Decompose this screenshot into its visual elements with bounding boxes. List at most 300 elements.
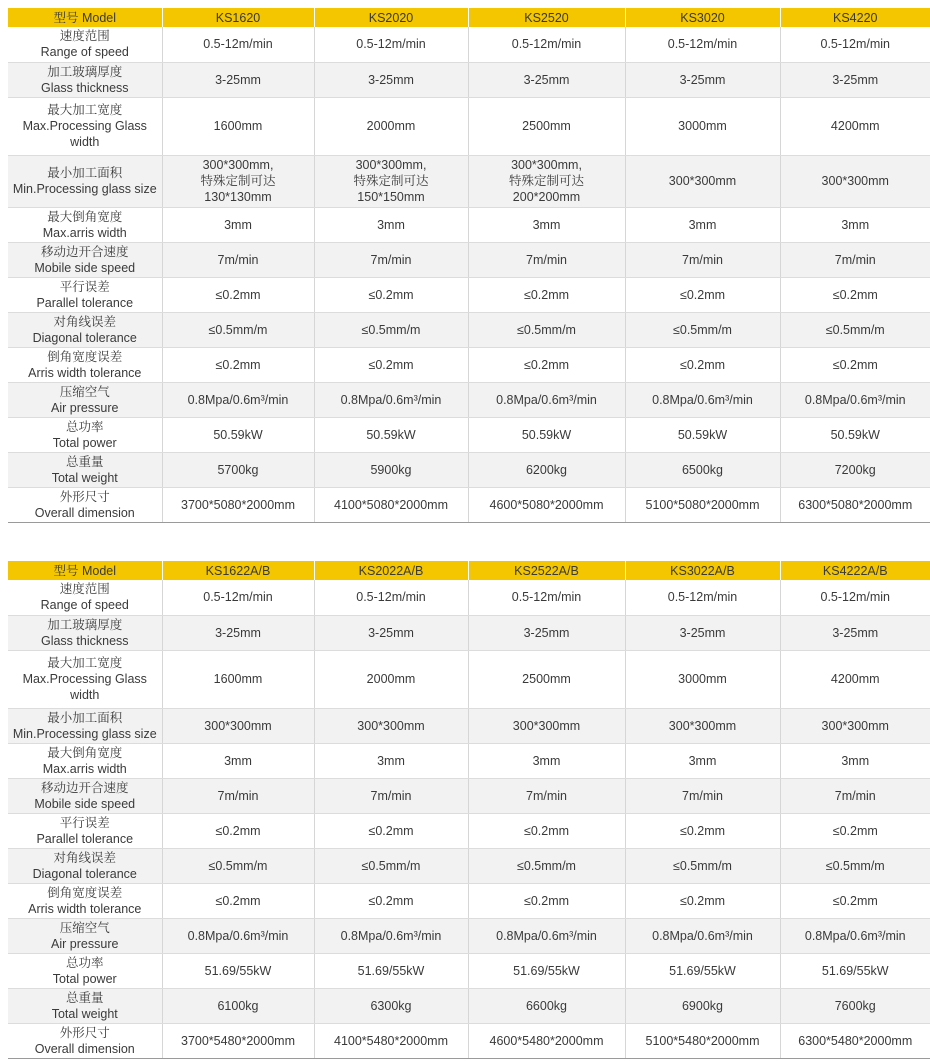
cell-value: 3mm <box>224 753 252 768</box>
value-cell <box>780 452 930 487</box>
cell-value: 7m/min <box>526 788 567 803</box>
row-label <box>8 97 162 155</box>
cell-value: ≤0.2mm <box>832 287 878 302</box>
value-cell <box>625 312 780 347</box>
value-cell <box>625 347 780 382</box>
value-cell <box>625 242 780 277</box>
value-cell <box>314 848 468 883</box>
value-cell <box>780 778 930 813</box>
model-name: KS2520 <box>468 8 625 27</box>
value-cell <box>468 347 625 382</box>
row-label-cn: 总功率 <box>65 419 104 434</box>
value-cell <box>162 417 314 452</box>
row-label-cn: 最小加工面积 <box>47 710 123 725</box>
value-cell <box>780 848 930 883</box>
model-name: KS4222A/B <box>780 561 930 580</box>
value-cell <box>314 708 468 743</box>
table-row <box>8 347 930 382</box>
value-cell <box>625 708 780 743</box>
value-cell <box>468 312 625 347</box>
value-cell <box>625 97 780 155</box>
table-row <box>8 778 930 813</box>
value-cell <box>780 242 930 277</box>
cell-value: 3-25mm <box>215 72 261 87</box>
value-cell <box>314 778 468 813</box>
table-row <box>8 417 930 452</box>
cell-value: ≤0.2mm <box>523 287 570 302</box>
cell-value: 0.5-12m/min <box>511 590 582 605</box>
cell-value: 300*300mm, 特殊定制可达 150*150mm <box>353 158 429 204</box>
value-cell <box>314 97 468 155</box>
row-label-cn: 平行误差 <box>59 279 110 294</box>
table-row <box>8 918 930 953</box>
cell-value: 3mm <box>532 753 561 768</box>
value-cell <box>314 242 468 277</box>
model-name: KS3022A/B <box>625 561 780 580</box>
value-cell <box>162 347 314 382</box>
cell-value: 3mm <box>532 217 561 232</box>
row-label-en: Max.arris width <box>42 225 127 240</box>
value-cell <box>780 277 930 312</box>
cell-value: 0.5-12m/min <box>203 590 273 605</box>
value-cell <box>780 883 930 918</box>
cell-value: 0.8Mpa/0.6m³/min <box>496 928 597 943</box>
value-cell <box>780 155 930 207</box>
table-row <box>8 207 930 242</box>
row-label-cn: 最小加工面积 <box>47 166 123 180</box>
row-label <box>8 615 162 650</box>
table-row <box>8 1023 930 1058</box>
value-cell <box>780 207 930 242</box>
cell-value: 4200mm <box>830 672 880 686</box>
value-cell <box>780 97 930 155</box>
row-label-en: Range of speed <box>40 598 129 613</box>
row-label <box>8 417 162 452</box>
cell-value: 0.8Mpa/0.6m³/min <box>187 928 289 943</box>
value-cell <box>468 487 625 522</box>
cell-value: 7m/min <box>370 252 412 267</box>
cell-value: ≤0.2mm <box>679 893 726 908</box>
value-cell <box>162 778 314 813</box>
cell-value: 51.69/55kW <box>821 963 889 978</box>
cell-value: ≤0.2mm <box>832 823 878 838</box>
row-label-en: Overall dimension <box>34 1041 135 1056</box>
value-cell <box>314 918 468 953</box>
cell-value: 3mm <box>688 217 717 232</box>
row-label-en: Min.Processing glass size <box>12 182 157 196</box>
table-header-row <box>8 561 930 580</box>
cell-value: 2000mm <box>366 672 416 686</box>
value-cell <box>625 988 780 1023</box>
table-row <box>8 615 930 650</box>
cell-value: 2500mm <box>522 672 571 686</box>
value-cell <box>468 650 625 708</box>
value-cell <box>468 452 625 487</box>
value-cell <box>625 615 780 650</box>
cell-value: ≤0.5mm/m <box>673 858 732 873</box>
value-cell <box>780 382 930 417</box>
cell-value: ≤0.5mm/m <box>673 322 732 337</box>
cell-value: 3mm <box>377 753 405 768</box>
value-cell <box>162 743 314 778</box>
value-cell <box>162 277 314 312</box>
table-header-row <box>8 8 930 27</box>
cell-value: 0.8Mpa/0.6m³/min <box>652 928 753 943</box>
row-label <box>8 242 162 277</box>
cell-value: 0.8Mpa/0.6m³/min <box>340 392 442 407</box>
value-cell <box>468 97 625 155</box>
value-cell <box>314 312 468 347</box>
row-label-en: Mobile side speed <box>34 260 136 275</box>
row-label-en: Parallel tolerance <box>36 295 134 310</box>
row-label-cn: 最大加工宽度 <box>47 656 123 670</box>
cell-value: ≤0.2mm <box>832 893 878 908</box>
value-cell <box>625 813 780 848</box>
value-cell <box>780 650 930 708</box>
row-label-cn: 最大加工宽度 <box>47 103 123 117</box>
row-label <box>8 813 162 848</box>
model-name: KS2020 <box>314 8 468 27</box>
row-label <box>8 743 162 778</box>
cell-value: 3-25mm <box>679 72 726 87</box>
cell-value: 0.5-12m/min <box>820 37 890 52</box>
value-cell <box>468 708 625 743</box>
row-label-en: Diagonal tolerance <box>32 866 137 881</box>
value-cell <box>625 953 780 988</box>
cell-value: 3-25mm <box>679 625 726 640</box>
cell-value: 0.8Mpa/0.6m³/min <box>804 392 906 407</box>
cell-value: 5100*5480*2000mm <box>645 1033 760 1048</box>
value-cell <box>162 883 314 918</box>
cell-value: 4100*5480*2000mm <box>334 1033 448 1048</box>
table-row <box>8 155 930 207</box>
table-row <box>8 242 930 277</box>
value-cell <box>468 27 625 62</box>
cell-value: ≤0.2mm <box>215 287 261 302</box>
value-cell <box>468 918 625 953</box>
spec-table-1 <box>8 8 930 523</box>
row-label-cn: 移动边开合速度 <box>40 780 129 795</box>
cell-value: ≤0.2mm <box>679 823 726 838</box>
cell-value: 300*300mm, 特殊定制可达 200*200mm <box>508 158 584 204</box>
table-row <box>8 813 930 848</box>
value-cell <box>314 953 468 988</box>
row-label <box>8 1023 162 1058</box>
cell-value: 300*300mm <box>204 718 272 733</box>
value-cell <box>314 382 468 417</box>
row-label-en: Total weight <box>51 470 118 485</box>
row-label-en: Max.Processing Glass width <box>22 672 147 702</box>
row-label-cn: 对角线误差 <box>53 850 116 865</box>
row-label-en: Total power <box>52 971 117 986</box>
cell-value: 3000mm <box>678 119 727 133</box>
cell-value: 3-25mm <box>832 72 879 87</box>
value-cell <box>314 207 468 242</box>
model-name: KS2022A/B <box>314 561 468 580</box>
row-label-en: Max.arris width <box>42 761 127 776</box>
value-cell <box>314 743 468 778</box>
value-cell <box>625 580 780 615</box>
table-row <box>8 487 930 522</box>
row-label <box>8 347 162 382</box>
row-label-en: Arris width tolerance <box>28 901 142 916</box>
value-cell <box>625 883 780 918</box>
row-label <box>8 848 162 883</box>
cell-value: 7m/min <box>834 788 876 803</box>
value-cell <box>625 650 780 708</box>
value-cell <box>468 848 625 883</box>
value-cell <box>314 883 468 918</box>
cell-value: 6300kg <box>370 998 412 1013</box>
value-cell <box>780 988 930 1023</box>
cell-value: 3mm <box>224 217 252 232</box>
cell-value: 7m/min <box>682 252 723 267</box>
value-cell <box>625 207 780 242</box>
cell-value: 0.8Mpa/0.6m³/min <box>340 928 442 943</box>
cell-value: 4600*5080*2000mm <box>489 497 604 512</box>
value-cell <box>314 615 468 650</box>
cell-value: 51.69/55kW <box>669 963 736 978</box>
row-label <box>8 277 162 312</box>
row-label-cn: 倒角宽度误差 <box>47 349 123 364</box>
value-cell <box>625 277 780 312</box>
cell-value: 7m/min <box>217 252 259 267</box>
value-cell <box>314 452 468 487</box>
cell-value: 3mm <box>688 753 717 768</box>
cell-value: ≤0.5mm/m <box>361 858 421 873</box>
cell-value: ≤0.2mm <box>215 357 261 372</box>
table-row <box>8 988 930 1023</box>
cell-value: 0.8Mpa/0.6m³/min <box>652 392 753 407</box>
row-label <box>8 580 162 615</box>
model-name: KS1620 <box>162 8 314 27</box>
cell-value: 51.69/55kW <box>513 963 580 978</box>
row-label <box>8 382 162 417</box>
cell-value: 0.5-12m/min <box>667 37 738 52</box>
value-cell <box>625 778 780 813</box>
value-cell <box>314 155 468 207</box>
cell-value: 1600mm <box>213 672 263 686</box>
row-label <box>8 883 162 918</box>
row-label <box>8 155 162 207</box>
table-row <box>8 708 930 743</box>
cell-value: 4200mm <box>830 119 880 133</box>
table-row <box>8 953 930 988</box>
cell-value: ≤0.2mm <box>523 823 570 838</box>
cell-value: ≤0.2mm <box>679 357 726 372</box>
value-cell <box>314 277 468 312</box>
cell-value: ≤0.5mm/m <box>517 858 576 873</box>
value-cell <box>162 242 314 277</box>
row-label-en: Glass thickness <box>40 80 129 95</box>
value-cell <box>468 813 625 848</box>
cell-value: ≤0.2mm <box>368 823 414 838</box>
value-cell <box>625 155 780 207</box>
table-row <box>8 743 930 778</box>
value-cell <box>468 883 625 918</box>
row-label-cn: 速度范围 <box>59 29 110 44</box>
row-label-en: Total power <box>52 435 117 450</box>
cell-value: 3700*5080*2000mm <box>181 497 295 512</box>
row-label-cn: 加工玻璃厚度 <box>47 617 123 632</box>
value-cell <box>162 155 314 207</box>
value-cell <box>468 778 625 813</box>
row-label <box>8 918 162 953</box>
cell-value: 0.5-12m/min <box>356 590 426 605</box>
value-cell <box>162 918 314 953</box>
row-label-cn: 总重量 <box>65 990 104 1005</box>
value-cell <box>625 417 780 452</box>
cell-value: ≤0.2mm <box>523 893 570 908</box>
value-cell <box>162 650 314 708</box>
cell-value: 7200kg <box>834 462 876 477</box>
value-cell <box>625 487 780 522</box>
cell-value: ≤0.2mm <box>215 823 261 838</box>
cell-value: 50.59kW <box>366 427 416 442</box>
cell-value: 0.5-12m/min <box>820 590 890 605</box>
value-cell <box>625 62 780 97</box>
cell-value: 300*300mm <box>512 718 581 733</box>
value-cell <box>162 615 314 650</box>
cell-value: ≤0.5mm/m <box>517 322 576 337</box>
value-cell <box>314 1023 468 1058</box>
cell-value: 0.5-12m/min <box>203 37 273 52</box>
row-label-en: Range of speed <box>40 45 129 60</box>
model-header-label: 型号 Model <box>8 561 162 580</box>
cell-value: 6200kg <box>525 462 567 477</box>
value-cell <box>162 452 314 487</box>
cell-value: 1600mm <box>213 119 263 133</box>
cell-value: 0.5-12m/min <box>511 37 582 52</box>
value-cell <box>625 743 780 778</box>
value-cell <box>468 580 625 615</box>
cell-value: 0.5-12m/min <box>356 37 426 52</box>
cell-value: 300*300mm <box>357 718 425 733</box>
row-label-cn: 移动边开合速度 <box>40 244 129 259</box>
cell-value: 3-25mm <box>215 625 261 640</box>
model-name: KS2522A/B <box>468 561 625 580</box>
spec-table-2 <box>8 561 930 1059</box>
cell-value: 3-25mm <box>523 72 570 87</box>
row-label-cn: 总功率 <box>65 955 104 970</box>
value-cell <box>625 918 780 953</box>
row-label-cn: 加工玻璃厚度 <box>47 64 123 79</box>
row-label-cn: 对角线误差 <box>53 314 116 329</box>
cell-value: 3-25mm <box>368 72 414 87</box>
row-label-en: Min.Processing glass size <box>12 726 157 741</box>
value-cell <box>468 1023 625 1058</box>
value-cell <box>162 1023 314 1058</box>
cell-value: ≤0.5mm/m <box>361 322 421 337</box>
cell-value: 6500kg <box>681 462 723 477</box>
value-cell <box>780 312 930 347</box>
cell-value: 4600*5480*2000mm <box>489 1033 604 1048</box>
row-label <box>8 27 162 62</box>
value-cell <box>780 918 930 953</box>
table-row <box>8 650 930 708</box>
row-label <box>8 778 162 813</box>
table-row <box>8 277 930 312</box>
value-cell <box>780 708 930 743</box>
cell-value: 7m/min <box>217 788 259 803</box>
value-cell <box>468 988 625 1023</box>
row-label-en: Air pressure <box>51 400 119 415</box>
value-cell <box>314 813 468 848</box>
value-cell <box>625 382 780 417</box>
cell-value: 2000mm <box>366 119 416 133</box>
row-label <box>8 62 162 97</box>
value-cell <box>780 1023 930 1058</box>
value-cell <box>780 487 930 522</box>
value-cell <box>468 155 625 207</box>
row-label <box>8 207 162 242</box>
row-label-en: Max.Processing Glass width <box>22 119 147 149</box>
model-name: KS1622A/B <box>162 561 314 580</box>
row-label-cn: 平行误差 <box>59 815 110 830</box>
value-cell <box>162 580 314 615</box>
cell-value: ≤0.2mm <box>523 357 570 372</box>
row-label-cn: 最大倒角宽度 <box>47 209 123 224</box>
value-cell <box>625 452 780 487</box>
value-cell <box>162 382 314 417</box>
cell-value: 7600kg <box>834 998 876 1013</box>
value-cell <box>780 62 930 97</box>
row-label-cn: 压缩空气 <box>59 384 110 399</box>
value-cell <box>780 953 930 988</box>
cell-value: 6300*5080*2000mm <box>798 497 913 512</box>
cell-value: 3-25mm <box>523 625 570 640</box>
value-cell <box>625 27 780 62</box>
value-cell <box>780 347 930 382</box>
cell-value: 7m/min <box>370 788 412 803</box>
value-cell <box>162 988 314 1023</box>
cell-value: 51.69/55kW <box>357 963 425 978</box>
row-label-cn: 倒角宽度误差 <box>47 885 123 900</box>
cell-value: ≤0.2mm <box>368 893 414 908</box>
value-cell <box>468 743 625 778</box>
value-cell <box>314 417 468 452</box>
value-cell <box>162 708 314 743</box>
cell-value: 0.8Mpa/0.6m³/min <box>187 392 289 407</box>
value-cell <box>314 650 468 708</box>
row-label-en: Glass thickness <box>40 633 129 648</box>
cell-value: ≤0.5mm/m <box>825 322 885 337</box>
value-cell <box>314 62 468 97</box>
row-label-cn: 外形尺寸 <box>59 489 110 504</box>
value-cell <box>162 813 314 848</box>
value-cell <box>468 242 625 277</box>
row-label-en: Overall dimension <box>34 505 135 520</box>
table-row <box>8 883 930 918</box>
value-cell <box>162 312 314 347</box>
row-label-en: Diagonal tolerance <box>32 330 137 345</box>
cell-value: 300*300mm, 特殊定制可达 130*130mm <box>200 158 276 204</box>
table-row <box>8 312 930 347</box>
value-cell <box>162 207 314 242</box>
cell-value: 3mm <box>377 217 405 232</box>
cell-value: 6900kg <box>681 998 723 1013</box>
value-cell <box>625 848 780 883</box>
value-cell <box>162 953 314 988</box>
value-cell <box>468 953 625 988</box>
value-cell <box>625 1023 780 1058</box>
cell-value: ≤0.5mm/m <box>208 858 268 873</box>
row-label-en: Parallel tolerance <box>36 831 134 846</box>
value-cell <box>314 580 468 615</box>
value-cell <box>468 615 625 650</box>
table-row <box>8 382 930 417</box>
table-row <box>8 27 930 62</box>
